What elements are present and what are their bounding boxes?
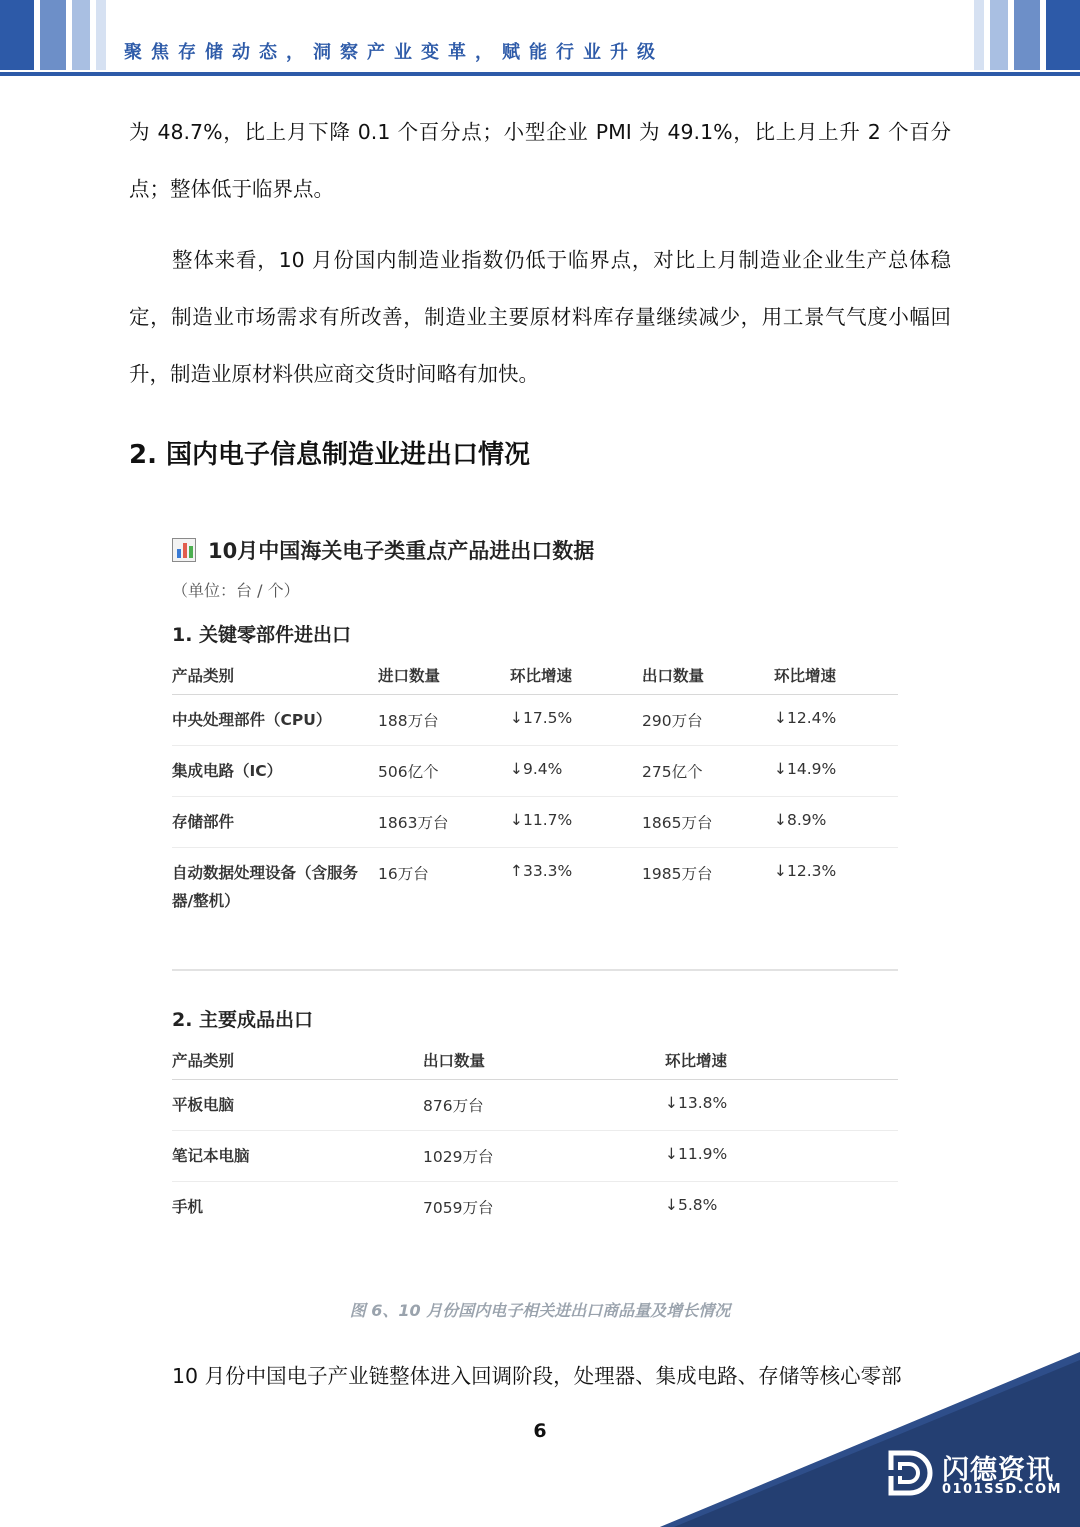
column-header: 产品类别 [172,656,378,694]
logo-mark-icon [888,1450,934,1496]
table-row [172,694,898,745]
import-growth-cell: ↓11.7% [510,796,642,847]
column-header: 环比增速 [665,1041,898,1079]
export-qty-cell: 1985万台 [642,864,713,883]
page-number: 6 [533,1420,547,1442]
export-growth-cell: ↓8.9% [774,796,898,847]
table-row [172,1130,898,1181]
export-qty-cell: 1029万台 [423,1130,665,1181]
category-cell: 笔记本电脑 [172,1130,423,1181]
export-qty-cell: 1865万台 [642,796,774,847]
import-growth-cell: ↓9.4% [510,745,642,796]
import-qty-cell: 506亿个 [378,745,510,796]
export-growth-cell: ↓14.9% [774,745,898,796]
table-row [172,1181,898,1232]
table-header-row [172,656,898,694]
section-heading: 2. 国内电子信息制造业进出口情况 [129,440,531,470]
table-row [172,847,898,923]
table-row [172,745,898,796]
table-row [172,796,898,847]
table1-heading: 1. 关键零部件进出口 [172,624,352,646]
customs-data-figure [172,530,898,1232]
export-growth-cell: ↓12.4% [774,694,898,745]
table-row [172,1079,898,1130]
paragraph-summary: 整体来看，10 月份国内制造业指数仍低于临界点，对比上月制造业企业生产总体稳定，制造业市场需求有所改善，制造业主要原材料库存量继续减少，用工景气气度小幅回升，制造业原材料供应商交货时间略有加快。 [129,248,951,386]
export-qty-cell: 275亿个 [642,745,774,796]
category-cell: 平板电脑 [172,1079,423,1130]
import-qty-cell: 188万台 [378,694,510,745]
brand-logo [888,1446,1066,1502]
export-qty-cell: 7059万台 [423,1198,494,1217]
header-decor-bars-right [974,0,1080,70]
logo-url: 0101SSD.COM [942,1482,1063,1497]
paragraph-conclusion: 10 月份中国电子产业链整体进入回调阶段，处理器、集成电路、存储等核心零部 [172,1364,902,1388]
column-header: 产品类别 [172,1041,423,1079]
figure-unit: （单位：台 / 个） [172,581,300,600]
column-header: 出口数量 [423,1041,665,1079]
header-rule [0,72,1080,76]
column-header: 环比增速 [774,656,898,694]
export-growth-cell: ↓13.8% [665,1079,898,1130]
header-title: 聚焦存储动态，洞察产业变革，赋能行业升级 [124,42,664,63]
figure-title [172,530,898,570]
export-growth-cell: ↓12.3% [774,861,837,880]
import-qty-cell: 1863万台 [378,796,510,847]
header-decor-bars-left [0,0,106,70]
figure-caption: 图 6、10 月份国内电子相关进出口商品量及增长情况 [349,1301,731,1320]
category-cell: 自动数据处理设备（含服务器/整机） [172,863,359,910]
category-cell: 中央处理部件（CPU） [172,694,378,745]
page-header [0,0,1080,78]
column-header: 环比增速 [510,656,642,694]
column-header: 进口数量 [378,656,510,694]
bar-chart-icon [172,538,196,562]
export-qty-cell: 876万台 [423,1079,665,1130]
figure-title-text: 10月中国海关电子类重点产品进出口数据 [208,539,595,563]
export-qty-cell: 290万台 [642,694,774,745]
import-growth-cell: ↓17.5% [510,694,642,745]
category-cell: 集成电路（IC） [172,745,378,796]
import-growth-cell: ↑33.3% [510,861,573,880]
components-table [172,656,898,923]
section-divider [172,969,898,971]
finished-products-table [172,1041,898,1232]
import-qty-cell: 16万台 [378,864,429,883]
export-growth-cell: ↓11.9% [665,1130,898,1181]
category-cell: 存储部件 [172,796,378,847]
table-header-row [172,1041,898,1079]
table2-heading: 2. 主要成品出口 [172,1009,314,1031]
category-cell: 手机 [172,1197,204,1216]
column-header: 出口数量 [642,656,774,694]
paragraph-pmi: 为 48.7%，比上月下降 0.1 个百分点；小型企业 PMI 为 49.1%，比上月上升 2 个百分点；整体低于临界点。 [129,120,951,201]
export-growth-cell: ↓5.8% [665,1195,718,1214]
logo-name: 闪德资讯 [942,1455,1054,1486]
